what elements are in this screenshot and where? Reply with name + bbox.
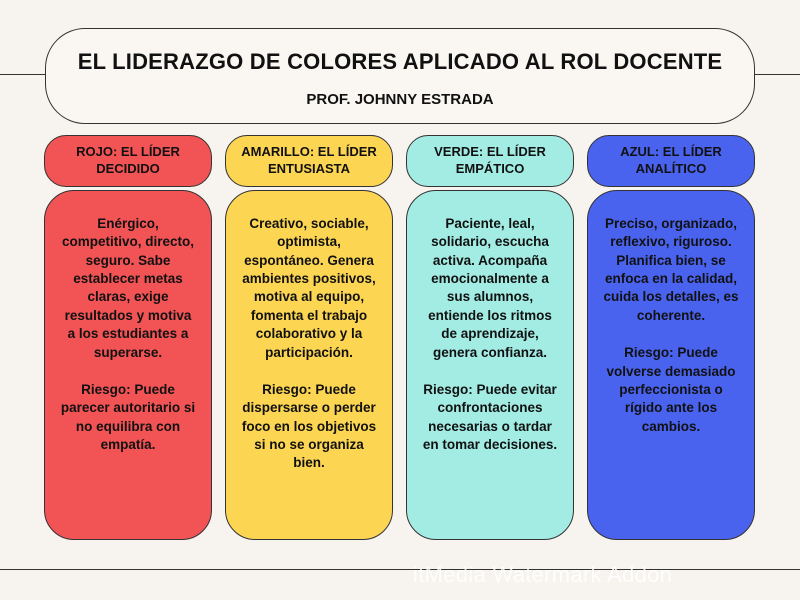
rojo-description: Enérgico, competitivo, directo, seguro. Sabe establecer metas claras, exige resultados y motiva a los estudiantes a superarse. xyxy=(61,216,195,360)
amarillo-risk: Riesgo: Puede dispersarse o perder foco en los objetivos si no se organiza bien. xyxy=(241,381,377,471)
amarillo-description: Creativo, sociable, optimista, espontáneo. Genera ambientes positivos, motiva al equipo, fomenta el trabajo colaborativo y la participación. xyxy=(242,216,376,360)
rojo-risk: Riesgo: Puede parecer autoritario si no equilibra con empatía. xyxy=(60,381,196,452)
azul-description-box xyxy=(587,190,755,540)
verde-description: Paciente, leal, solidario, escucha activa. Acompaña emocionalmente a sus alumnos, entiende los ritmos de aprendizaje, genera confianza. xyxy=(428,216,552,360)
watermark-text: itMedia Watermark Addon xyxy=(413,562,673,587)
verde-risk: Riesgo: Puede evitar confrontaciones necesarias o tardar en tomar decisiones. xyxy=(422,381,558,452)
rojo-heading: ROJO: EL LÍDER DECIDIDO xyxy=(76,144,180,176)
amarillo-heading-box xyxy=(225,135,393,187)
author-subtitle: PROF. JOHNNY ESTRADA xyxy=(306,91,494,108)
amarillo-description-box xyxy=(225,190,393,540)
page-title: EL LIDERAZGO DE COLORES APLICADO AL ROL DOCENTE xyxy=(77,49,723,74)
azul-heading-box xyxy=(587,135,755,187)
azul-description: Preciso, organizado, reflexivo, riguroso. Planifica bien, se enfoca en la calidad, cuida los detalles, es coherente. xyxy=(603,216,739,323)
azul-heading: AZUL: EL LÍDER ANALÍTICO xyxy=(620,144,722,176)
azul-risk: Riesgo: Puede volverse demasiado perfeccionista o rígido ante los cambios. xyxy=(606,345,736,434)
bottom-divider-line xyxy=(0,569,800,570)
title-banner xyxy=(45,28,755,124)
verde-heading-box xyxy=(406,135,574,187)
verde-heading: VERDE: EL LÍDER EMPÁTICO xyxy=(434,144,546,176)
amarillo-heading: AMARILLO: EL LÍDER ENTUSIASTA xyxy=(241,144,377,176)
rojo-description-box xyxy=(44,190,212,540)
verde-description-box xyxy=(406,190,574,540)
rojo-heading-box xyxy=(44,135,212,187)
